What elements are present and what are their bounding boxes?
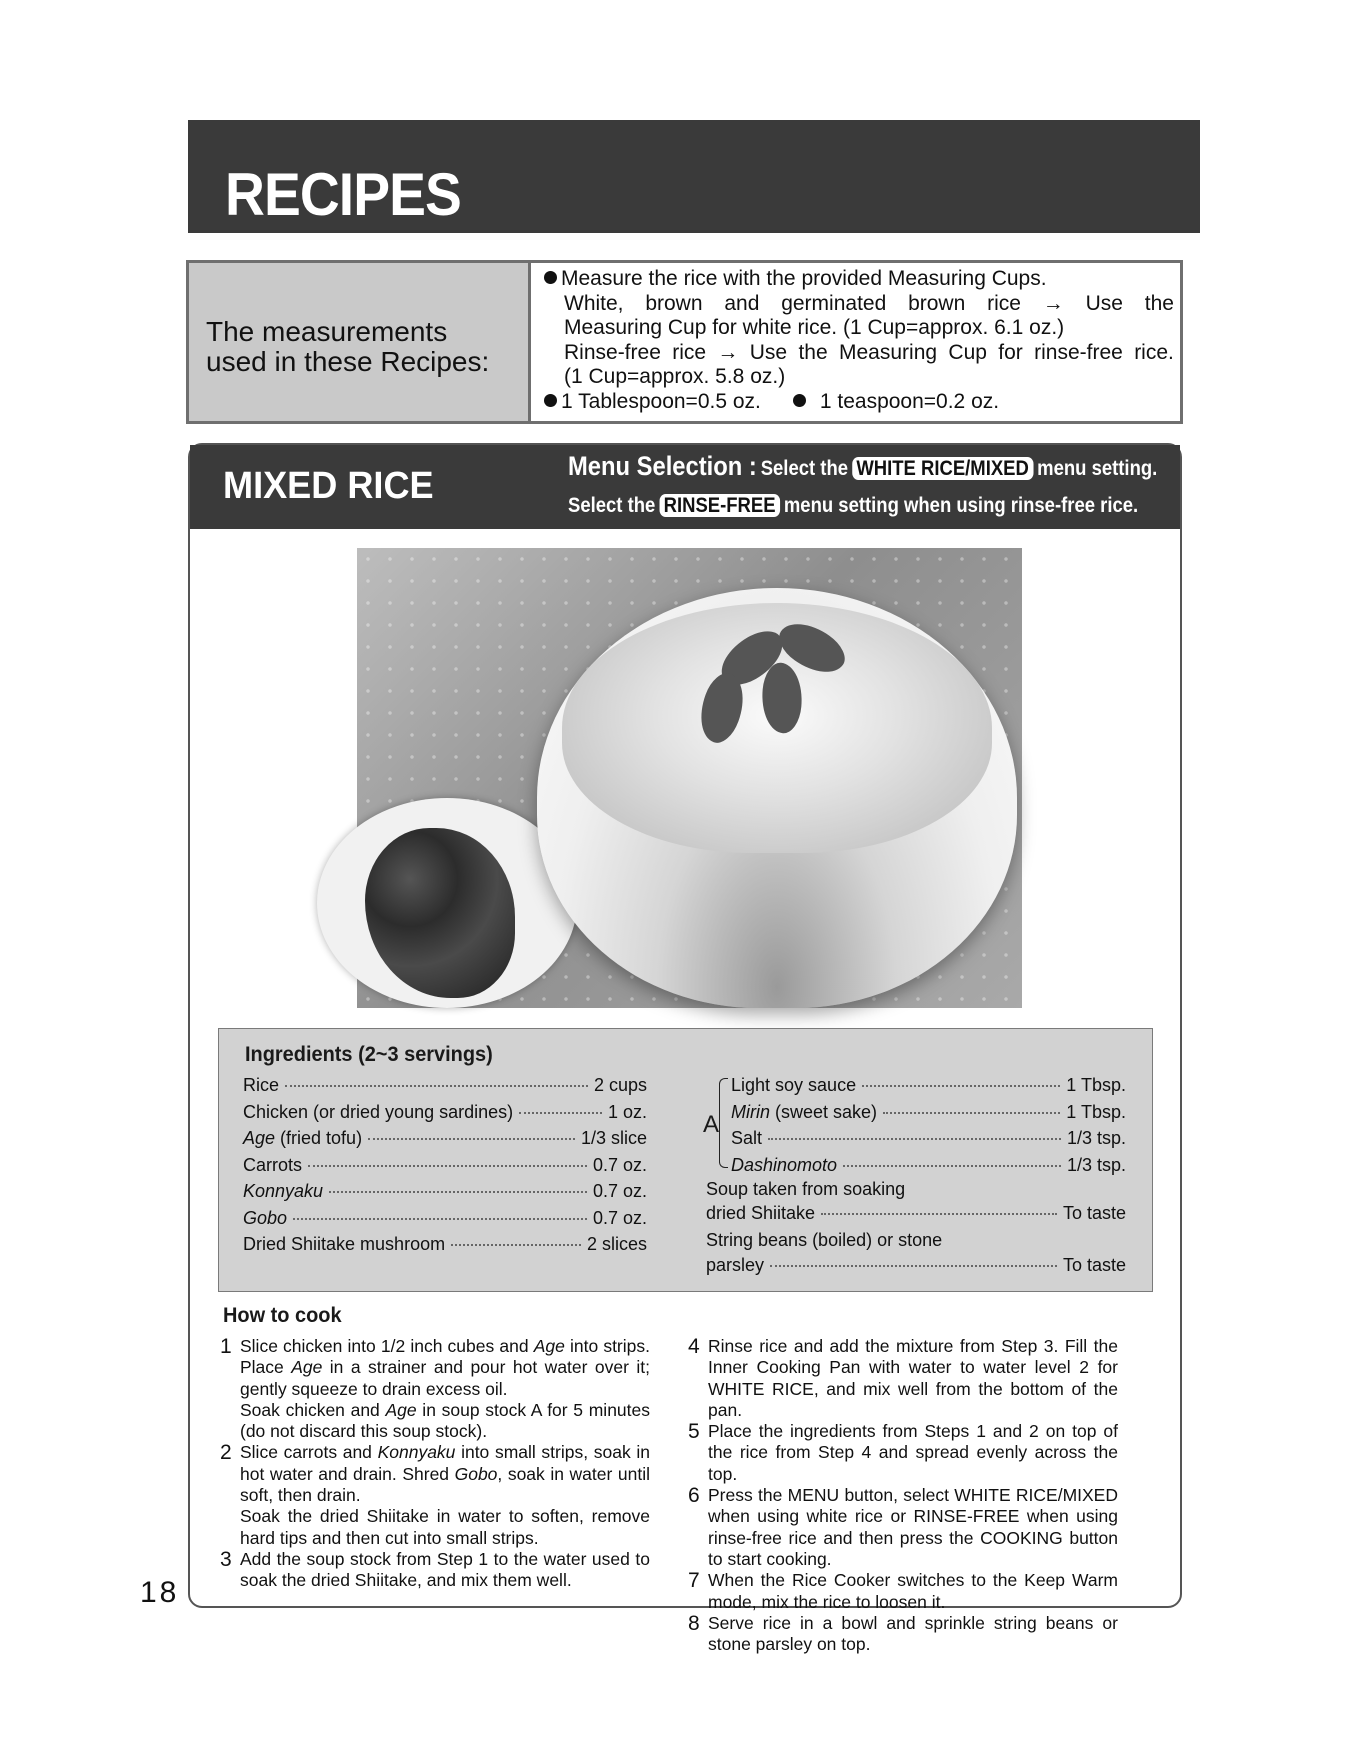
measure-word: and (724, 291, 760, 315)
ingredient-amount: 0.7 oz. (592, 1154, 647, 1175)
ingredient-row (243, 1234, 647, 1255)
ingredient-name (243, 1075, 279, 1096)
step-text: Rinse rice and add the mixture from Step 3. Fill the Inner Cooking Pan with water to water level 2 for WHITE RICE, and mix well from the bottom of the pan. (708, 1336, 1118, 1420)
steps-column-right (688, 1336, 1118, 1655)
ingredient-amount: 1/3 slice (580, 1128, 647, 1148)
ingredient-row (243, 1075, 647, 1096)
measurements-content (544, 267, 1174, 414)
ingredient-amount: 0.7 oz. (592, 1181, 647, 1201)
measure-line3: Measuring Cup for white rice. (1 Cup=approx. 6.1 oz.) (564, 316, 1065, 339)
step-text: Add the soup stock from Step 1 to the water used to soak the dried Shiitake, and mix them well. (240, 1548, 650, 1591)
tablespoon-text: 1 Tablespoon=0.5 oz. (561, 389, 761, 413)
measure-word: Measuring (839, 340, 938, 364)
page-title: RECIPES (225, 161, 461, 228)
leader-dots (293, 1218, 587, 1220)
step-number: 3 (220, 1547, 232, 1571)
ingredient-name-text: Carrots (243, 1154, 303, 1175)
ingredient-amount: 1 Tbsp. (1066, 1075, 1126, 1095)
page-number: 18 (140, 1576, 180, 1609)
ingredient-name (243, 1181, 323, 1202)
ingredient-amount: 0.7 oz. (592, 1207, 647, 1228)
leader-dots (768, 1138, 1061, 1140)
measure-word: rice. (1134, 340, 1174, 364)
measure-line4 (544, 341, 1174, 366)
measure-word: brown (645, 291, 703, 315)
select-the-text: Select the (568, 494, 656, 517)
ingredient-name-italic: Konnyaku (243, 1181, 324, 1201)
ingredient-name-text: Light soy sauce (731, 1075, 857, 1095)
step-number: 1 (220, 1335, 232, 1358)
ingredient-name-text: Chicken (or dried young sardines) (243, 1101, 514, 1122)
step-text: Press the MENU button, select WHITE RICE/MIXED when using white rice or RINSE-FREE when using rinse-free rice and then press the COOKING button to start cooking. (708, 1485, 1118, 1569)
select-the-text: Select the (760, 457, 849, 480)
ingredient-row (731, 1075, 1126, 1096)
ingredient-amount: To taste (1062, 1203, 1126, 1223)
beans-line1: String beans (boiled) or stone (706, 1230, 943, 1250)
measure-word: Cup (948, 340, 987, 364)
measurements-label-cell (189, 263, 531, 421)
ingredient-name (731, 1155, 837, 1176)
measure-word: brown (908, 291, 966, 315)
measure-word: White, (564, 291, 624, 315)
how-to-cook-heading: How to cook (223, 1304, 342, 1327)
measure-word: rice (987, 291, 1021, 315)
measure-line2 (544, 292, 1174, 317)
mixed-rice-card (188, 443, 1182, 1655)
teaspoon-text: 1 teaspoon=0.2 oz. (819, 389, 1000, 413)
measure-line1 (544, 267, 1174, 292)
step-number: 2 (220, 1441, 232, 1465)
step-number: 6 (688, 1484, 700, 1508)
ingredient-name-text: Dried Shiitake mushroom (243, 1234, 446, 1254)
steps-column-left (220, 1336, 650, 1592)
ingredient-name (243, 1155, 302, 1176)
ingredient-name-italic: Dashinomoto (731, 1154, 838, 1175)
measure-word: Rinse-free (564, 340, 661, 364)
menu-setting-rinse-free-text: menu setting when using rinse-free rice. (783, 494, 1139, 517)
menu-setting-text: menu setting. (1037, 457, 1158, 480)
step-text: When the Rice Cooker switches to the Keep Warm mode, mix the rice to loosen it. (708, 1570, 1118, 1612)
mixed-rice-photo (357, 548, 1022, 1008)
leader-dots (329, 1191, 587, 1193)
ingredient-name-italic: Mirin (731, 1101, 770, 1122)
ingredient-name: parsley (706, 1255, 765, 1275)
ingredient-amount: 1 oz. (607, 1101, 647, 1122)
measure-line5: (1 Cup=approx. 5.8 oz.) (564, 365, 786, 388)
leader-dots (862, 1085, 1060, 1087)
bullet-icon (544, 271, 557, 284)
cook-step-3 (220, 1549, 650, 1592)
ingredients-heading: Ingredients (2~3 servings) (245, 1043, 493, 1066)
measurements-box (186, 260, 1183, 424)
step-text: Soak the dried Shiitake in water to soften, remove hard tips and then cut into small strips. (240, 1506, 650, 1548)
step-text: Serve rice in a bowl and sprinkle string beans or stone parsley on top. (708, 1612, 1118, 1655)
rinse-free-badge: RINSE-FREE (659, 494, 780, 517)
ingredient-name-suffix: (fried tofu) (275, 1128, 363, 1148)
ingredient-name-text: Salt (731, 1128, 763, 1148)
ingredient-row (243, 1128, 647, 1149)
cook-step-5 (688, 1421, 1118, 1485)
ingredient-row-beans (706, 1255, 1126, 1276)
measure-word: rice (672, 340, 707, 364)
ingredients-panel (218, 1028, 1153, 1292)
ingredient-name (731, 1075, 856, 1096)
ingredient-name (243, 1208, 287, 1229)
menu-selection-line1 (568, 451, 1157, 482)
measure-word: the (798, 340, 828, 364)
cook-step-1 (220, 1336, 650, 1442)
ingredient-row (243, 1208, 647, 1229)
measure-word: Use (749, 340, 788, 364)
ingredient-row-soup (706, 1203, 1126, 1224)
ingredient-amount: 1/3 tsp. (1066, 1128, 1126, 1148)
white-rice-mixed-badge: WHITE RICE/MIXED (852, 457, 1033, 480)
bullet-icon (544, 394, 557, 407)
leader-dots (843, 1165, 1061, 1167)
ingredient-amount: 2 slices (586, 1234, 647, 1254)
ingredient-row (243, 1155, 647, 1176)
cook-step-6 (688, 1485, 1118, 1570)
ingredient-name: dried Shiitake (706, 1203, 816, 1223)
ingredient-name (243, 1128, 362, 1149)
step-number: 5 (688, 1420, 700, 1444)
leader-dots (519, 1112, 602, 1114)
measure-word: → (717, 340, 739, 364)
leader-dots (770, 1265, 1057, 1267)
soup-line1: Soup taken from soaking (706, 1179, 906, 1199)
bullet-icon (793, 394, 806, 407)
mixed-rice-header (190, 445, 1180, 529)
leader-dots (883, 1112, 1060, 1114)
ingredient-amount: 1/3 tsp. (1066, 1154, 1126, 1175)
step-number: 8 (688, 1611, 700, 1635)
ingredient-name-text: Rice (243, 1075, 280, 1095)
ingredient-name (731, 1128, 762, 1149)
step-text: Place the ingredients from Steps 1 and 2 on top of the rice from Step 4 and spread evenly across the top. (708, 1421, 1118, 1484)
leader-dots (821, 1213, 1057, 1215)
ingredient-name (731, 1102, 877, 1123)
cook-step-7 (688, 1570, 1118, 1613)
ingredient-name-italic: Age (243, 1128, 276, 1148)
step-number: 4 (688, 1335, 700, 1358)
measure-word: for (998, 340, 1023, 364)
cook-step-4 (688, 1336, 1118, 1421)
brace-icon (719, 1078, 728, 1168)
menu-selection-line2 (568, 494, 1138, 518)
measure-word: germinated (781, 291, 887, 315)
ingredient-name (243, 1102, 513, 1123)
leader-dots (285, 1085, 588, 1087)
measure-word: rinse-free (1034, 340, 1123, 364)
leader-dots (451, 1244, 581, 1246)
ingredient-amount: 1 Tbsp. (1066, 1101, 1126, 1122)
recipe-title: MIXED RICE (223, 465, 434, 507)
measure-cups-text: Measure the rice with the provided Measuring Cups. (561, 267, 1047, 290)
recipes-header (188, 120, 1200, 233)
ingredient-row (243, 1181, 647, 1202)
ingredient-amount: To taste (1062, 1255, 1126, 1275)
step-text: Slice carrots and Konnyaku into small strips, soak in hot water and drain. Shred Gobo, soak in water until soft, then drain. (240, 1442, 650, 1506)
step-number: 7 (688, 1569, 700, 1593)
measure-word: the (1144, 291, 1174, 315)
step-text: Slice chicken into 1/2 inch cubes and Age into strips. Place Age in a strainer and pour hot water over it; gently squeeze to drain excess oil. (240, 1336, 650, 1399)
measure-word: → (1042, 291, 1064, 315)
ingredient-row (731, 1102, 1126, 1123)
ingredient-row (731, 1155, 1126, 1176)
measurements-label-line1: The measurements (206, 316, 448, 347)
measure-word: Use (1085, 291, 1123, 315)
measurements-label-line2: used in these Recipes: (206, 346, 490, 377)
leader-dots (308, 1165, 587, 1167)
ingredient-row (731, 1128, 1126, 1149)
measure-spoons (544, 390, 1174, 415)
leader-dots (368, 1138, 575, 1140)
ingredient-name-suffix: (sweet sake) (770, 1101, 878, 1122)
ingredient-name-italic: Gobo (243, 1207, 288, 1228)
cook-step-8 (688, 1613, 1118, 1656)
ingredient-row (243, 1102, 647, 1123)
cook-step-2 (220, 1442, 650, 1548)
ingredient-name (243, 1234, 445, 1255)
group-a-key: A (703, 1111, 720, 1138)
menu-selection-label: Menu Selection : (568, 451, 757, 481)
step-text: Soak chicken and Age in soup stock A for 5 minutes (do not discard this soup stock). (240, 1399, 650, 1442)
ingredient-amount: 2 cups (593, 1075, 647, 1095)
